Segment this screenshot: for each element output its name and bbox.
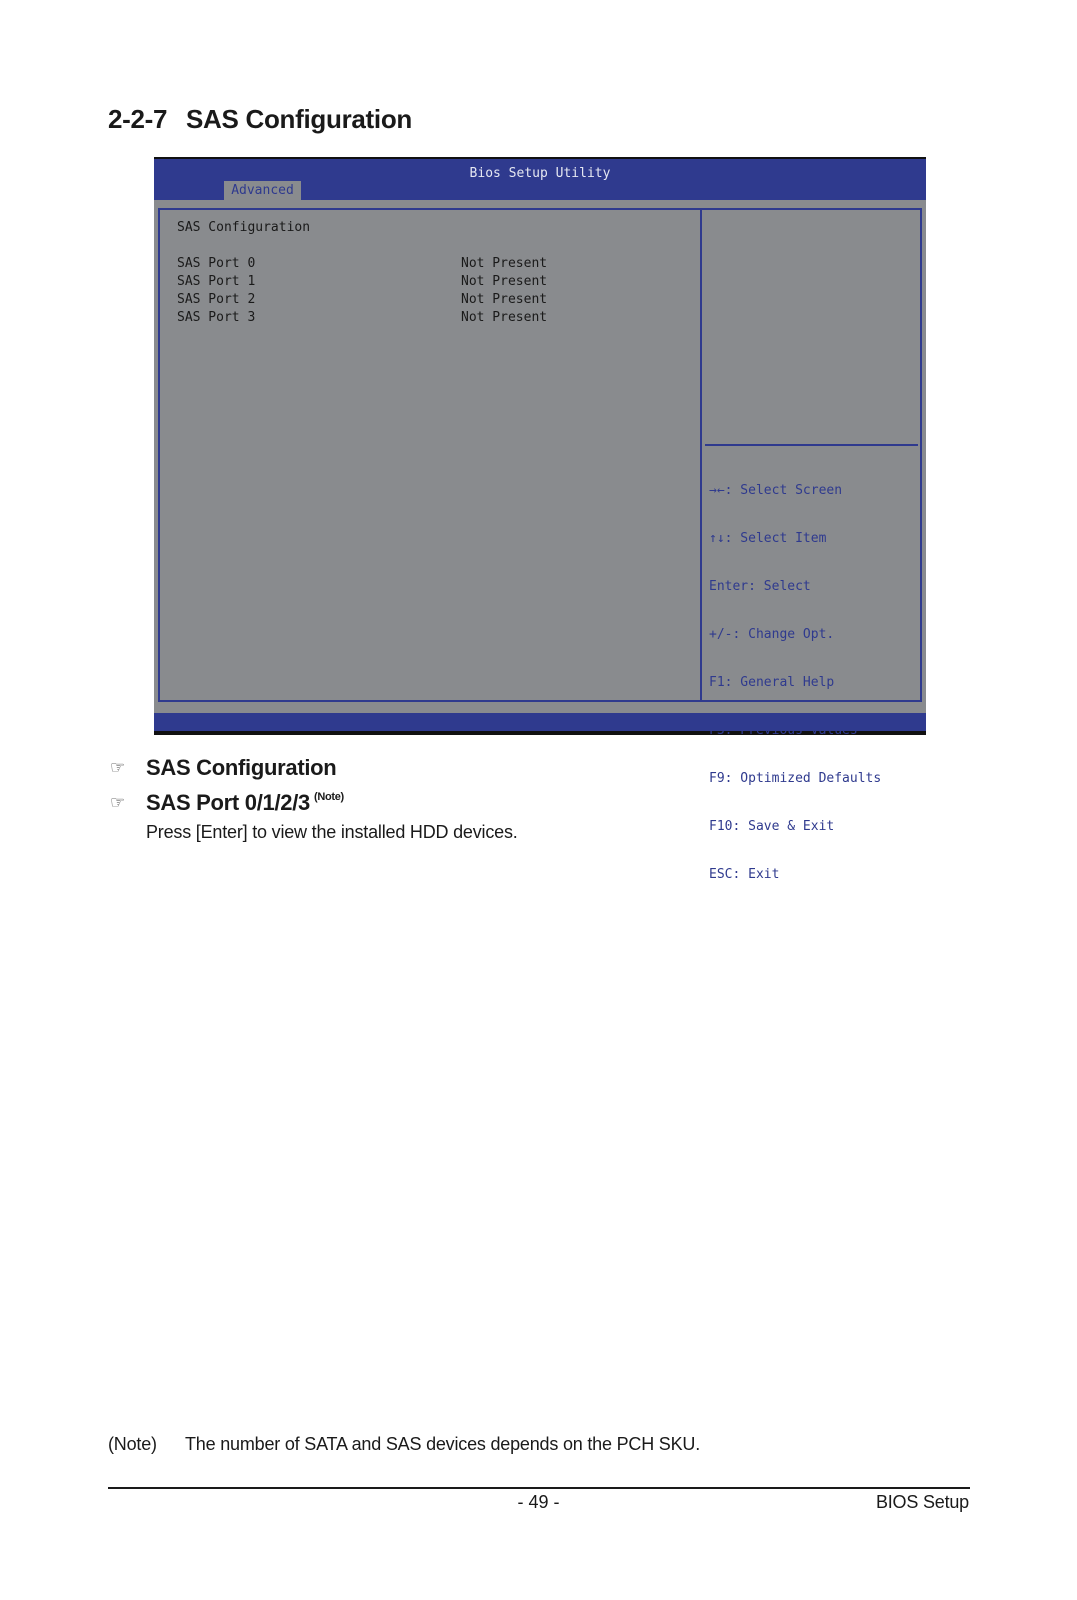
key-help-list — [709, 453, 881, 915]
help-divider — [705, 444, 918, 446]
item-description: Press [Enter] to view the installed HDD devices. — [146, 822, 518, 842]
bios-title: Bios Setup Utility — [469, 166, 611, 181]
help-item: →←: Select Screen — [709, 483, 843, 498]
port-label: SAS Port 3 — [177, 310, 256, 325]
bios-footer-bar — [154, 713, 926, 731]
help-item: ESC: Exit — [709, 867, 780, 882]
item-title-text: SAS Port 0/1/2/3 — [146, 790, 310, 815]
help-item: F9: Optimized Defaults — [709, 771, 882, 786]
item-title — [146, 790, 344, 816]
bios-main-heading: SAS Configuration — [177, 220, 311, 235]
panel-divider — [700, 210, 702, 700]
help-item: Enter: Select — [709, 579, 811, 594]
section-number: 2-2-7 — [108, 104, 168, 134]
bios-header — [154, 159, 926, 200]
pointing-hand-icon: ☞ — [110, 793, 126, 812]
port-status: Not Present — [461, 310, 548, 325]
sas-port-2-row[interactable] — [177, 292, 677, 310]
port-label: SAS Port 0 — [177, 256, 256, 271]
port-status: Not Present — [461, 274, 548, 289]
section-heading — [108, 104, 412, 135]
note-superscript: (Note) — [313, 791, 344, 803]
page-number: - 49 - — [517, 1492, 560, 1512]
footnote-tag: (Note) — [108, 1434, 157, 1454]
pointing-hand-icon: ☞ — [110, 758, 126, 777]
sas-port-3-row[interactable] — [177, 310, 677, 328]
help-item: F10: Save & Exit — [709, 819, 835, 834]
tab-advanced[interactable]: Advanced — [224, 181, 301, 200]
port-label: SAS Port 1 — [177, 274, 256, 289]
footnote-text: The number of SATA and SAS devices depends on the PCH SKU. — [185, 1434, 701, 1454]
footer-rule — [108, 1487, 970, 1489]
help-item: +/-: Change Opt. — [709, 627, 835, 642]
sas-port-0-row[interactable] — [177, 256, 677, 274]
port-status: Not Present — [461, 292, 548, 307]
port-status: Not Present — [461, 256, 548, 271]
help-item: ↑↓: Select Item — [709, 531, 827, 546]
port-label: SAS Port 2 — [177, 292, 256, 307]
section-title: SAS Configuration — [186, 104, 412, 134]
help-item: F1: General Help — [709, 675, 835, 690]
footnote — [108, 1434, 700, 1455]
footer-section-name: BIOS Setup — [875, 1492, 969, 1512]
item-title: SAS Configuration — [146, 755, 337, 780]
sas-port-1-row[interactable] — [177, 274, 677, 292]
